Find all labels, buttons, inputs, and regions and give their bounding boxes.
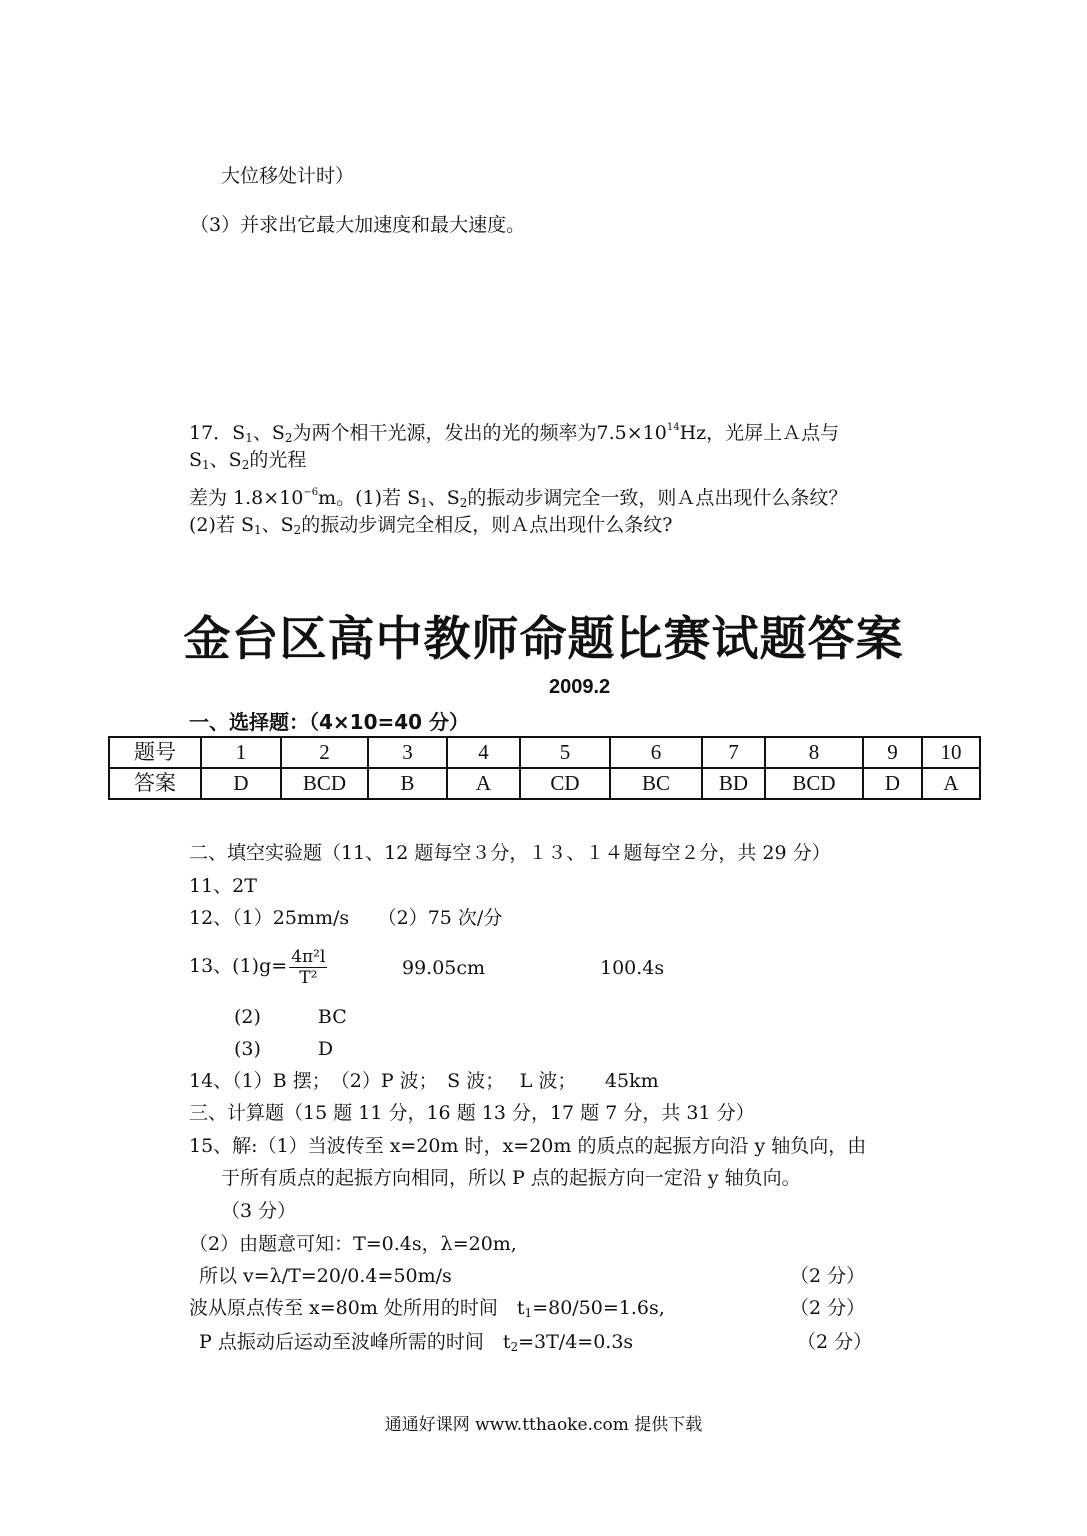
table-cell: 7 (702, 737, 765, 768)
table-cell: BC (610, 768, 702, 799)
question-part-3: （3）并求出它最大加速度和最大速度。 (190, 214, 526, 236)
answer-14: 14、（1）B 摆； （2）P 波； S 波； L 波； 45km (189, 1070, 659, 1092)
table-cell: B (368, 768, 447, 799)
table-cell: CD (520, 768, 610, 799)
table-cell: A (922, 768, 980, 799)
text-line: 大位移处计时） (221, 165, 355, 187)
table-cell: 9 (863, 737, 922, 768)
answer-13-time: 100.4s (600, 957, 665, 979)
section-heading-fill: 二、填空实验题（11、12 题每空３分，１３、１４题每空２分，共 29 分） (189, 842, 831, 864)
answer-15-line3: （3 分） (221, 1200, 297, 1222)
table-cell: 6 (610, 737, 702, 768)
answer-15-line4: （2）由题意可知：T=0.4s，λ=20m, (189, 1233, 517, 1255)
answer-15-line2: 于所有质点的起振方向相同，所以 P 点的起振方向一定沿 y 轴负向。 (221, 1167, 801, 1189)
answer-13-length: 99.05cm (402, 957, 486, 979)
points-label: （2 分） (790, 1265, 866, 1287)
answer-15-line5: 所以 v=λ/T=20/0.4=50m/s (199, 1265, 452, 1287)
q17-line3: 差为 $1.8\times 10^{-6}m$。(1)若 $S_1$、$S_2$的振动步调完全一致，则Ａ点出现什么条纹？ (189, 487, 848, 510)
table-cell: A (447, 768, 520, 799)
table-cell: 5 (520, 737, 610, 768)
answer-table (108, 736, 981, 800)
answer-11: 11、2T (189, 875, 257, 897)
table-header-cell: 题号 (109, 737, 201, 768)
date-label: 2009.2 (549, 676, 611, 698)
table-cell: 4 (447, 737, 520, 768)
table-header-cell: 答案 (109, 768, 201, 799)
section-heading-choice: 一、选择题：（4×10=40 分） (189, 710, 470, 734)
table-cell: BD (702, 768, 765, 799)
answer-15-line7: P 点振动后运动至波峰所需的时间 $t_2=3T/4=0.3s$ (199, 1331, 634, 1354)
answer-13-3: (3) D (234, 1038, 334, 1060)
section-heading-calc: 三、计算题（15 题 11 分，16 题 13 分，17 题 7 分，共 31 分） (189, 1102, 755, 1124)
table-cell: 2 (281, 737, 368, 768)
q17-line1: 17．$S_1$、$S_2$为两个相干光源，发出的光的频率为$7.5\times 10^{14}Hz$，光屏上Ａ点与 (189, 422, 840, 445)
footer-text: 通通好课网 www.tthaoke.com 提供下载 (384, 1415, 703, 1435)
table-cell: D (863, 768, 922, 799)
page-title: 金台区高中教师命题比赛试题答案 (183, 612, 904, 667)
table-cell: 3 (368, 737, 447, 768)
q17-line2: $S_1$、$S_2$的光程 (189, 449, 307, 472)
answer-15-line6: 波从原点传至 x=80m 处所用的时间 $t_1=80/50=1.6s$, (189, 1297, 665, 1320)
table-cell: BCD (281, 768, 368, 799)
table-row (109, 768, 980, 799)
formula-fraction: $\frac{\text{4π²l}}{\text{T²}}$ (291, 946, 326, 988)
table-cell: 8 (765, 737, 863, 768)
q17-line4: (2)若 $S_1$、$S_2$的振动步调完全相反，则Ａ点出现什么条纹? (189, 514, 673, 537)
table-cell: 1 (201, 737, 281, 768)
table-row (109, 737, 980, 768)
answer-13-1: 13、(1)g= $\frac{\text{4π²l}}{\text{T²}}$ (189, 946, 326, 988)
table-cell: 10 (922, 737, 980, 768)
table-cell: BCD (765, 768, 863, 799)
answer-15-line1: 15、解:（1）当波传至 x=20m 时，x=20m 的质点的起振方向沿 y 轴负向，由 (189, 1135, 867, 1157)
table-cell: D (201, 768, 281, 799)
points-label: （2 分） (790, 1297, 866, 1319)
answer-13-2: (2) BC (234, 1006, 347, 1028)
answer-12: 12、（1）25mm/s （2）75 次/分 (189, 907, 503, 929)
points-label: （2 分） (797, 1331, 873, 1353)
